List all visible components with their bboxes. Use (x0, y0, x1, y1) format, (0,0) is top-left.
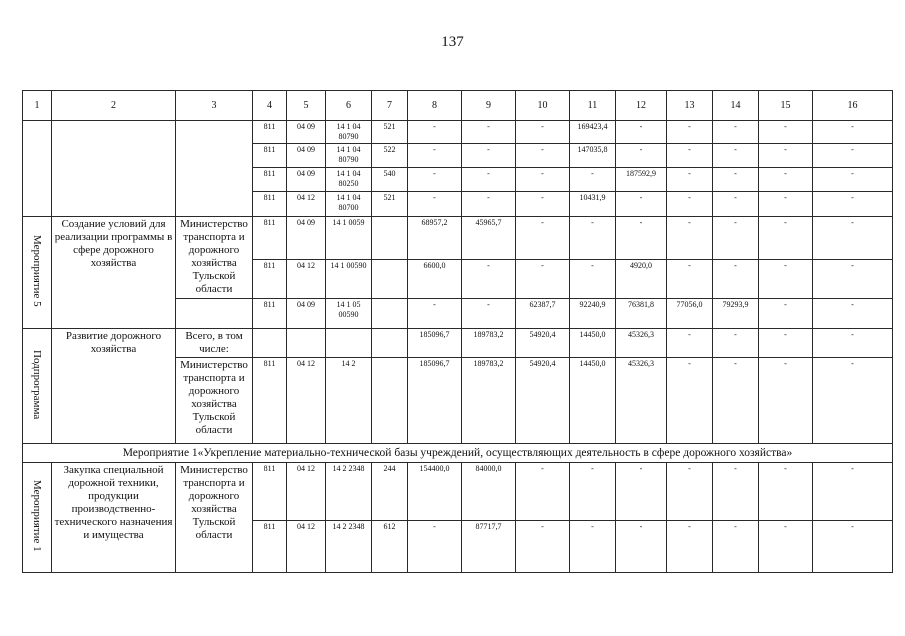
column-header: 15 (759, 91, 813, 121)
value-cell: - (516, 121, 570, 144)
block-b-label (23, 217, 52, 329)
value-cell: 04 09 (287, 144, 326, 168)
block-d-label-text: Мероприятие 1 (31, 480, 43, 552)
value-cell: 04 12 (287, 192, 326, 217)
value-cell (253, 329, 287, 358)
value-cell: 04 09 (287, 121, 326, 144)
value-cell: 811 (253, 217, 287, 260)
value-cell: 522 (372, 144, 408, 168)
column-header: 14 (713, 91, 759, 121)
executor-cell (176, 299, 253, 329)
value-cell: 14 1 00590 (326, 260, 372, 299)
value-cell: 540 (372, 168, 408, 192)
value-cell: 811 (253, 299, 287, 329)
value-cell: 14 1 05 00590 (326, 299, 372, 329)
value-cell: - (759, 299, 813, 329)
name-cell (52, 121, 176, 217)
block-d-executor: Министерство транспорта и дорожного хозяйства Тульской области (176, 463, 253, 573)
value-cell: - (516, 463, 570, 521)
value-cell: - (616, 521, 667, 573)
column-header: 12 (616, 91, 667, 121)
value-cell: 14 1 04 80790 (326, 121, 372, 144)
value-cell: 04 09 (287, 299, 326, 329)
value-cell: - (616, 192, 667, 217)
value-cell: 811 (253, 192, 287, 217)
value-cell: 76381,8 (616, 299, 667, 329)
value-cell: - (667, 329, 713, 358)
value-cell: 14 1 04 80250 (326, 168, 372, 192)
value-cell: - (408, 168, 462, 192)
value-cell: - (759, 217, 813, 260)
value-cell: - (713, 144, 759, 168)
value-cell: 521 (372, 192, 408, 217)
block-b-label-text: Мероприятие 5 (31, 235, 43, 307)
value-cell: 612 (372, 521, 408, 573)
column-header: 11 (570, 91, 616, 121)
value-cell: - (516, 217, 570, 260)
value-cell: - (813, 217, 893, 260)
value-cell: - (616, 121, 667, 144)
value-cell: - (570, 217, 616, 260)
page-number: 137 (441, 34, 464, 50)
column-header: 3 (176, 91, 253, 121)
column-header: 16 (813, 91, 893, 121)
table-row (23, 463, 893, 521)
value-cell: - (516, 168, 570, 192)
value-cell: 84000,0 (462, 463, 516, 521)
value-cell: - (516, 192, 570, 217)
value-cell: 14 2 (326, 358, 372, 444)
value-cell: - (759, 329, 813, 358)
block-c-label (23, 329, 52, 444)
value-cell: - (516, 144, 570, 168)
block-c-executor: Министерство транспорта и дорожного хозяйства Тульской области (176, 358, 253, 444)
column-header: 7 (372, 91, 408, 121)
value-cell: - (408, 521, 462, 573)
value-cell (287, 329, 326, 358)
value-cell: - (462, 144, 516, 168)
value-cell: - (667, 260, 713, 299)
column-header: 9 (462, 91, 516, 121)
value-cell: - (408, 121, 462, 144)
value-cell: - (759, 192, 813, 217)
value-cell: 189783,2 (462, 329, 516, 358)
value-cell (372, 358, 408, 444)
block-b-executor: Министерство транспорта и дорожного хозяйства Тульской области (176, 217, 253, 299)
value-cell: 14 1 04 80700 (326, 192, 372, 217)
section-title: Мероприятие 1«Укрепление материально-технической базы учреждений, осуществляющих деятельность в сфере дорожного хозяйства» (23, 444, 893, 463)
value-cell: 187592,9 (616, 168, 667, 192)
value-cell: - (570, 260, 616, 299)
value-cell: - (813, 358, 893, 444)
value-cell: 54920,4 (516, 358, 570, 444)
value-cell: - (616, 463, 667, 521)
value-cell: - (759, 260, 813, 299)
value-cell: - (713, 168, 759, 192)
label-cell (23, 121, 52, 217)
value-cell: - (462, 168, 516, 192)
value-cell: 811 (253, 121, 287, 144)
value-cell: 68957,2 (408, 217, 462, 260)
value-cell: 54920,4 (516, 329, 570, 358)
table-row (23, 329, 893, 358)
value-cell: 811 (253, 168, 287, 192)
budget-table (22, 90, 893, 573)
value-cell: 45326,3 (616, 358, 667, 444)
value-cell: - (759, 358, 813, 444)
value-cell: - (813, 463, 893, 521)
value-cell: - (713, 358, 759, 444)
value-cell: 185096,7 (408, 358, 462, 444)
value-cell: - (667, 121, 713, 144)
value-cell (372, 260, 408, 299)
value-cell: 521 (372, 121, 408, 144)
value-cell: 4920,0 (616, 260, 667, 299)
executor-cell (176, 121, 253, 217)
value-cell: 244 (372, 463, 408, 521)
value-cell: - (516, 521, 570, 573)
value-cell: - (713, 192, 759, 217)
value-cell: - (616, 217, 667, 260)
value-cell: 04 12 (287, 260, 326, 299)
value-cell: 04 09 (287, 168, 326, 192)
value-cell: - (667, 168, 713, 192)
value-cell: - (462, 192, 516, 217)
value-cell: 14 1 04 80790 (326, 144, 372, 168)
value-cell: 04 09 (287, 217, 326, 260)
value-cell: 77056,0 (667, 299, 713, 329)
block-c-name: Развитие дорожного хозяйства (52, 329, 176, 444)
value-cell (372, 217, 408, 260)
block-c-label-text: Подпрограмма (31, 349, 43, 420)
value-cell: - (667, 463, 713, 521)
value-cell: - (408, 144, 462, 168)
value-cell: 14 1 0059 (326, 217, 372, 260)
table-row (23, 217, 893, 260)
value-cell: - (813, 121, 893, 144)
value-cell: - (813, 299, 893, 329)
value-cell: - (813, 168, 893, 192)
header-row (23, 91, 893, 121)
value-cell: 14450,0 (570, 329, 616, 358)
value-cell: - (667, 358, 713, 444)
column-header: 2 (52, 91, 176, 121)
value-cell: 185096,7 (408, 329, 462, 358)
value-cell: - (667, 192, 713, 217)
block-d-label (23, 463, 52, 573)
value-cell: - (713, 121, 759, 144)
value-cell: - (713, 217, 759, 260)
value-cell: - (759, 168, 813, 192)
value-cell (372, 299, 408, 329)
value-cell: - (813, 521, 893, 573)
value-cell: 45965,7 (462, 217, 516, 260)
value-cell: 14450,0 (570, 358, 616, 444)
section-title-row (23, 444, 893, 463)
value-cell (372, 329, 408, 358)
table-body (23, 91, 893, 573)
column-header: 5 (287, 91, 326, 121)
value-cell: - (570, 463, 616, 521)
value-cell: 811 (253, 521, 287, 573)
value-cell: 45326,3 (616, 329, 667, 358)
value-cell: - (813, 144, 893, 168)
value-cell: 87717,7 (462, 521, 516, 573)
value-cell: 04 12 (287, 463, 326, 521)
value-cell: - (462, 299, 516, 329)
block-d-name: Закупка специальной дорожной техники, продукции производственно-технического назначения и имущества (52, 463, 176, 573)
value-cell: - (813, 329, 893, 358)
value-cell: 92240,9 (570, 299, 616, 329)
value-cell: - (570, 168, 616, 192)
value-cell: - (759, 144, 813, 168)
value-cell: - (408, 192, 462, 217)
table-row (23, 121, 893, 144)
value-cell: 811 (253, 260, 287, 299)
value-cell: - (408, 299, 462, 329)
value-cell: - (813, 192, 893, 217)
value-cell: - (516, 260, 570, 299)
value-cell: - (667, 217, 713, 260)
column-header: 1 (23, 91, 52, 121)
value-cell: - (713, 463, 759, 521)
value-cell: 189783,2 (462, 358, 516, 444)
column-header: 8 (408, 91, 462, 121)
value-cell: - (667, 144, 713, 168)
value-cell: 10431,9 (570, 192, 616, 217)
value-cell: - (713, 329, 759, 358)
value-cell: - (713, 521, 759, 573)
column-header: 13 (667, 91, 713, 121)
value-cell: 14 2 2348 (326, 521, 372, 573)
block-b-name: Создание условий для реализации программы в сфере дорожного хозяйства (52, 217, 176, 329)
value-cell: 04 12 (287, 521, 326, 573)
value-cell: - (667, 521, 713, 573)
value-cell: 79293,9 (713, 299, 759, 329)
value-cell: 147035,8 (570, 144, 616, 168)
value-cell: 14 2 2348 (326, 463, 372, 521)
value-cell: 169423,4 (570, 121, 616, 144)
value-cell: - (462, 260, 516, 299)
column-header: 4 (253, 91, 287, 121)
value-cell: 811 (253, 358, 287, 444)
value-cell: - (616, 144, 667, 168)
value-cell: - (759, 121, 813, 144)
value-cell: - (813, 260, 893, 299)
value-cell: 04 12 (287, 358, 326, 444)
column-header: 10 (516, 91, 570, 121)
value-cell: - (759, 463, 813, 521)
total-label: Всего, в том числе: (176, 329, 253, 358)
value-cell: 62387,7 (516, 299, 570, 329)
value-cell: 154400,0 (408, 463, 462, 521)
value-cell: - (462, 121, 516, 144)
value-cell (326, 329, 372, 358)
value-cell: - (759, 521, 813, 573)
value-cell: - (570, 521, 616, 573)
value-cell: 6600,0 (408, 260, 462, 299)
value-cell: 811 (253, 463, 287, 521)
value-cell: - (713, 260, 759, 299)
value-cell: 811 (253, 144, 287, 168)
column-header: 6 (326, 91, 372, 121)
